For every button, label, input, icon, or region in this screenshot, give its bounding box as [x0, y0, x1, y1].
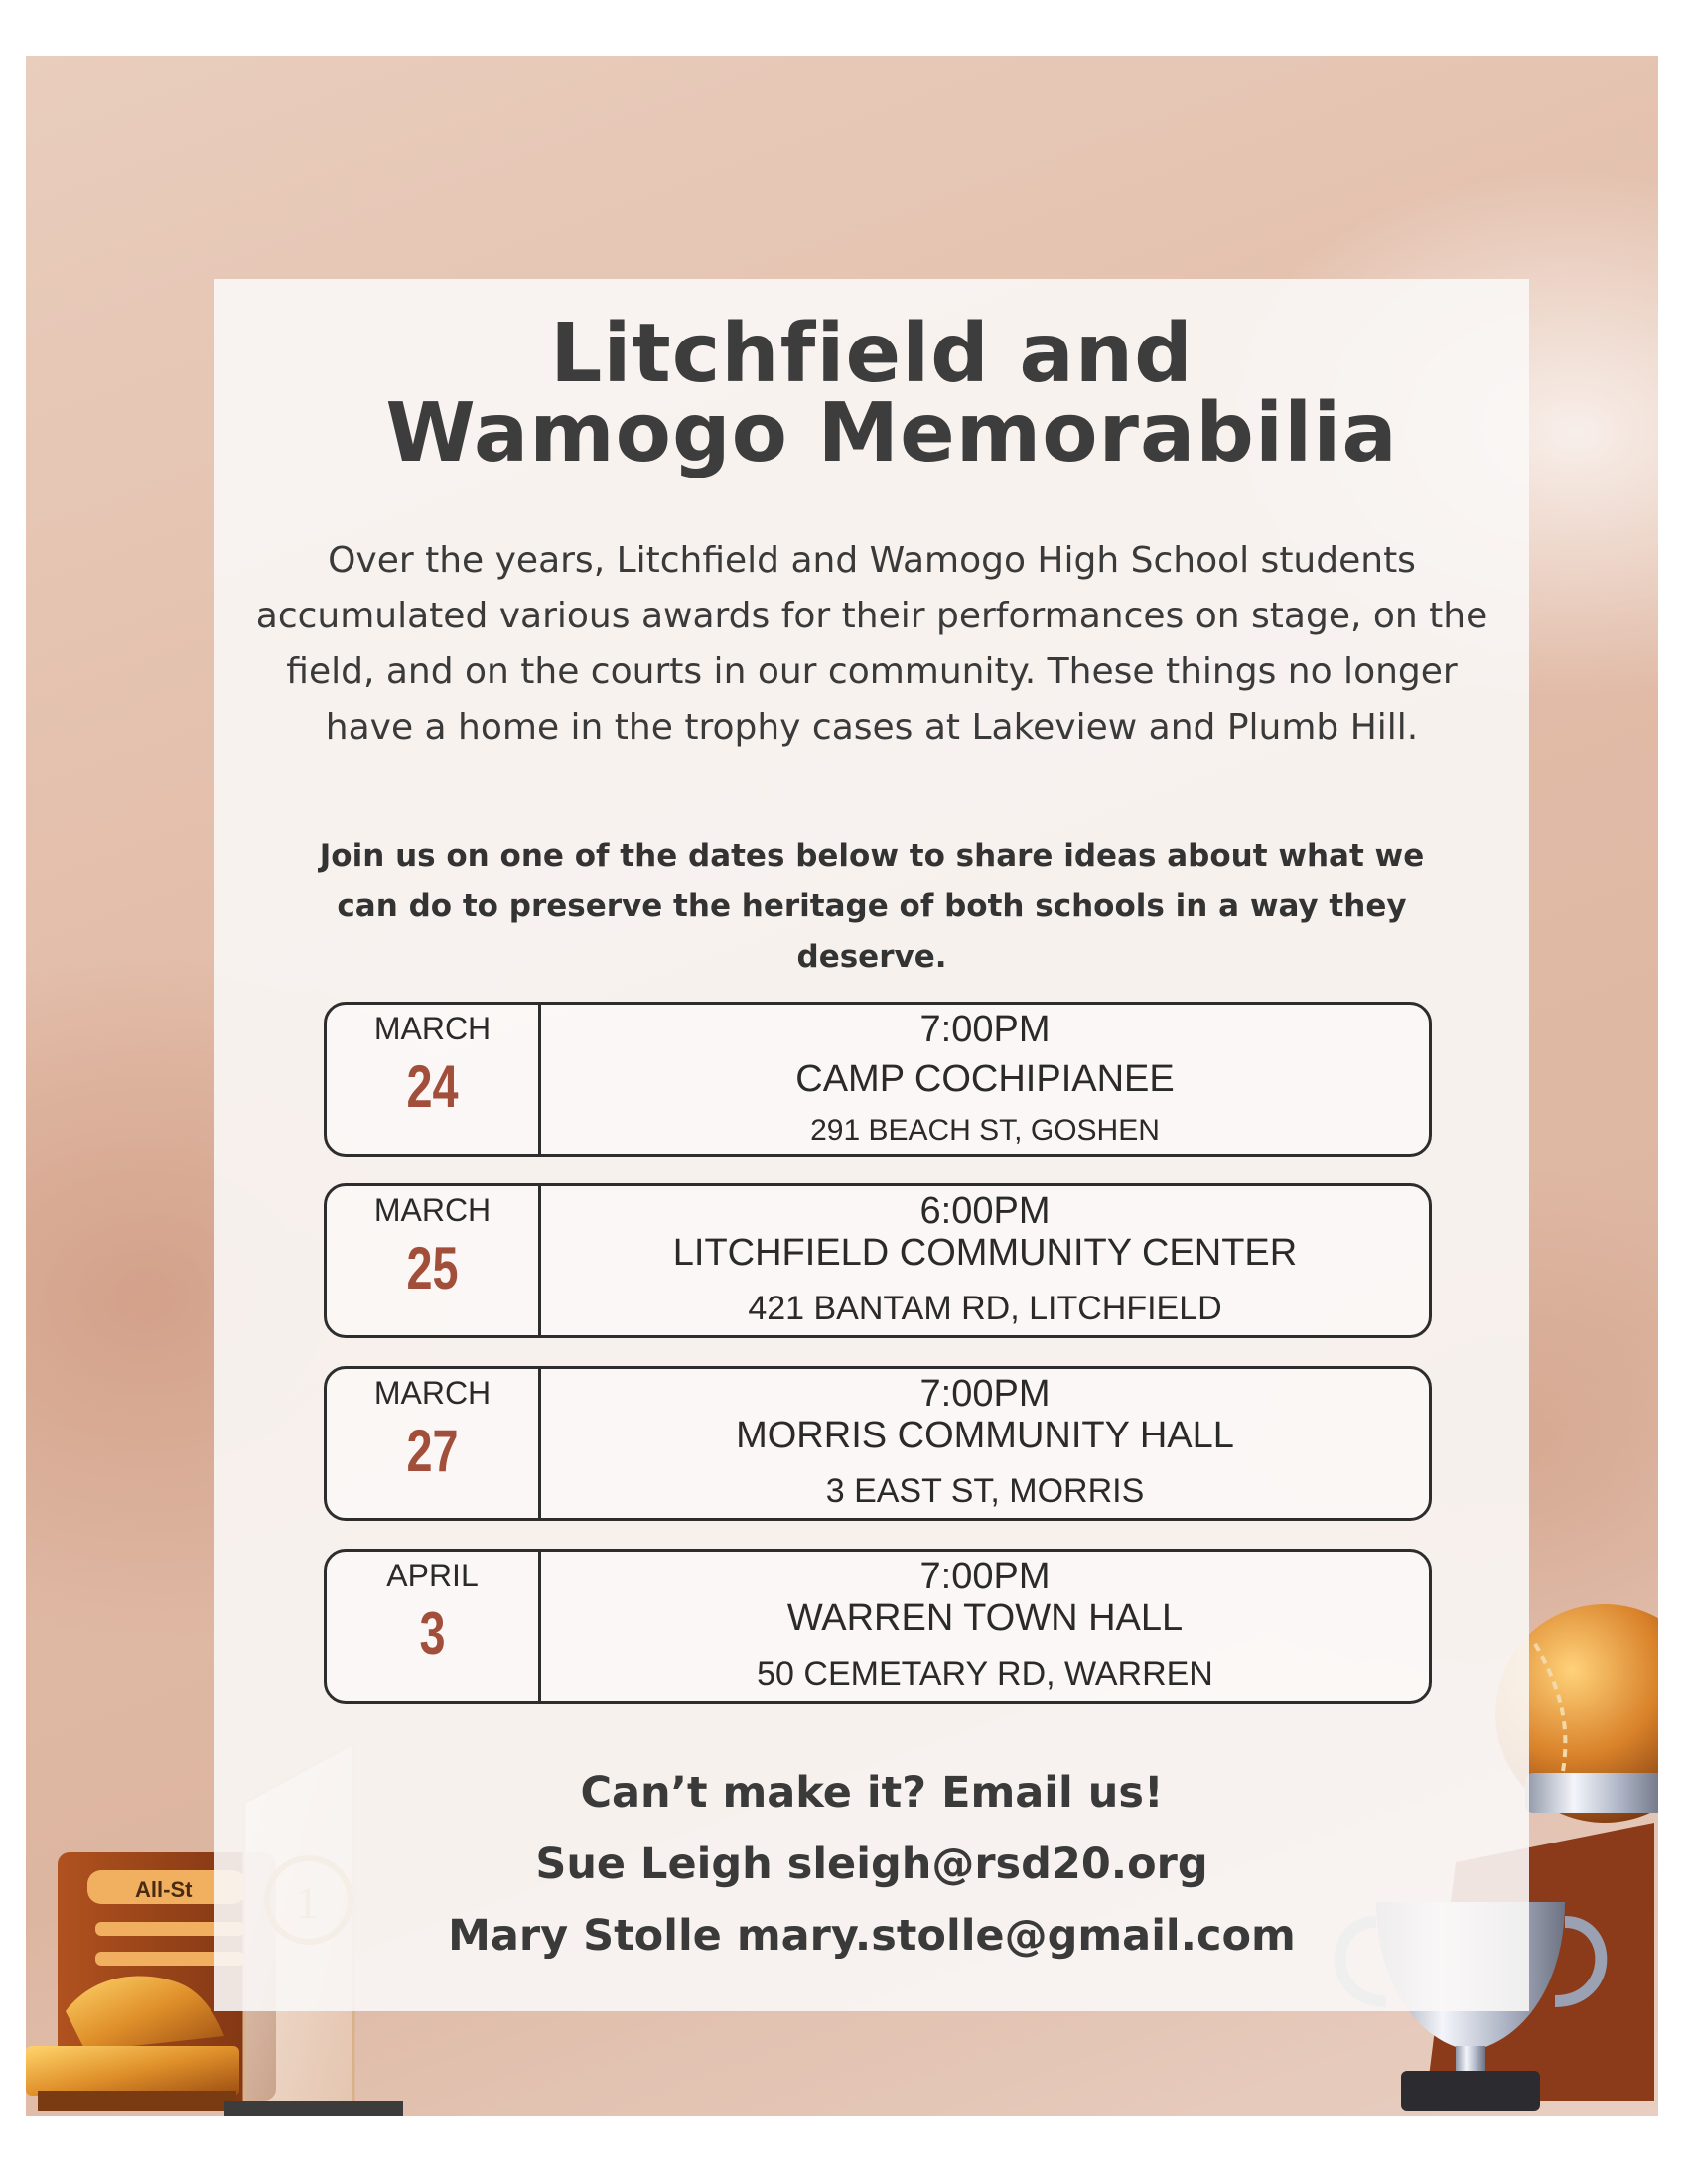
- contact-sue-leigh: Sue Leigh sleigh@rsd20.org: [535, 1840, 1208, 1889]
- event-details: [541, 1552, 1429, 1701]
- event-day: 3: [419, 1600, 446, 1667]
- event-date: [327, 1005, 541, 1154]
- flyer-background: [26, 56, 1658, 2116]
- event-month: APRIL: [386, 1558, 479, 1593]
- event-month: MARCH: [373, 1011, 492, 1046]
- event-venue: MORRIS COMMUNITY HALL: [736, 1415, 1234, 1456]
- flyer-title-line2: Wamogo Memorabilia: [385, 386, 1398, 480]
- event-card: [324, 1549, 1432, 1704]
- event-address: 421 BANTAM RD, LITCHFIELD: [748, 1290, 1222, 1327]
- event-date: [327, 1186, 541, 1335]
- event-details: [541, 1369, 1429, 1518]
- event-details: [541, 1005, 1429, 1154]
- event-address: 3 EAST ST, MORRIS: [825, 1472, 1145, 1510]
- event-address: 50 CEMETARY RD, WARREN: [757, 1655, 1213, 1693]
- flyer-card: [214, 279, 1529, 2011]
- event-card: [324, 1366, 1432, 1521]
- event-day: 24: [406, 1053, 459, 1120]
- event-date: [327, 1369, 541, 1518]
- event-venue: LITCHFIELD COMMUNITY CENTER: [672, 1232, 1298, 1274]
- contact-mary-stolle: Mary Stolle mary.stolle@gmail.com: [448, 1911, 1296, 1961]
- call-to-action: Join us on one of the dates below to share ideas about what we can do to preserve the heritage of both schools in a way they deserve.: [319, 838, 1425, 975]
- contact-heading: Can’t make it? Email us!: [580, 1768, 1164, 1818]
- event-card: [324, 1002, 1432, 1157]
- event-details: [541, 1186, 1429, 1335]
- event-venue: WARREN TOWN HALL: [786, 1597, 1184, 1639]
- event-time: 7:00PM: [919, 1373, 1051, 1415]
- event-time: 7:00PM: [919, 1009, 1051, 1050]
- event-day: 25: [406, 1235, 459, 1301]
- flyer-title-line1: Litchfield and: [550, 307, 1194, 401]
- event-month: MARCH: [373, 1192, 492, 1228]
- intro-paragraph: Over the years, Litchfield and Wamogo High School students accumulated various awards for their performances on stage, on the field, and on the courts in our community. These things no longer have a home in the trophy cases at Lakeview and Plumb Hill.: [255, 540, 1488, 748]
- event-venue: CAMP COCHIPIANEE: [795, 1058, 1175, 1100]
- event-card: [324, 1183, 1432, 1338]
- event-date: [327, 1552, 541, 1701]
- event-month: MARCH: [373, 1375, 492, 1411]
- event-address: 291 BEACH ST, GOSHEN: [810, 1114, 1160, 1147]
- plaque-label: All-St: [135, 1877, 193, 1902]
- event-day: 27: [406, 1418, 459, 1484]
- event-time: 7:00PM: [919, 1556, 1051, 1597]
- event-time: 6:00PM: [919, 1190, 1051, 1232]
